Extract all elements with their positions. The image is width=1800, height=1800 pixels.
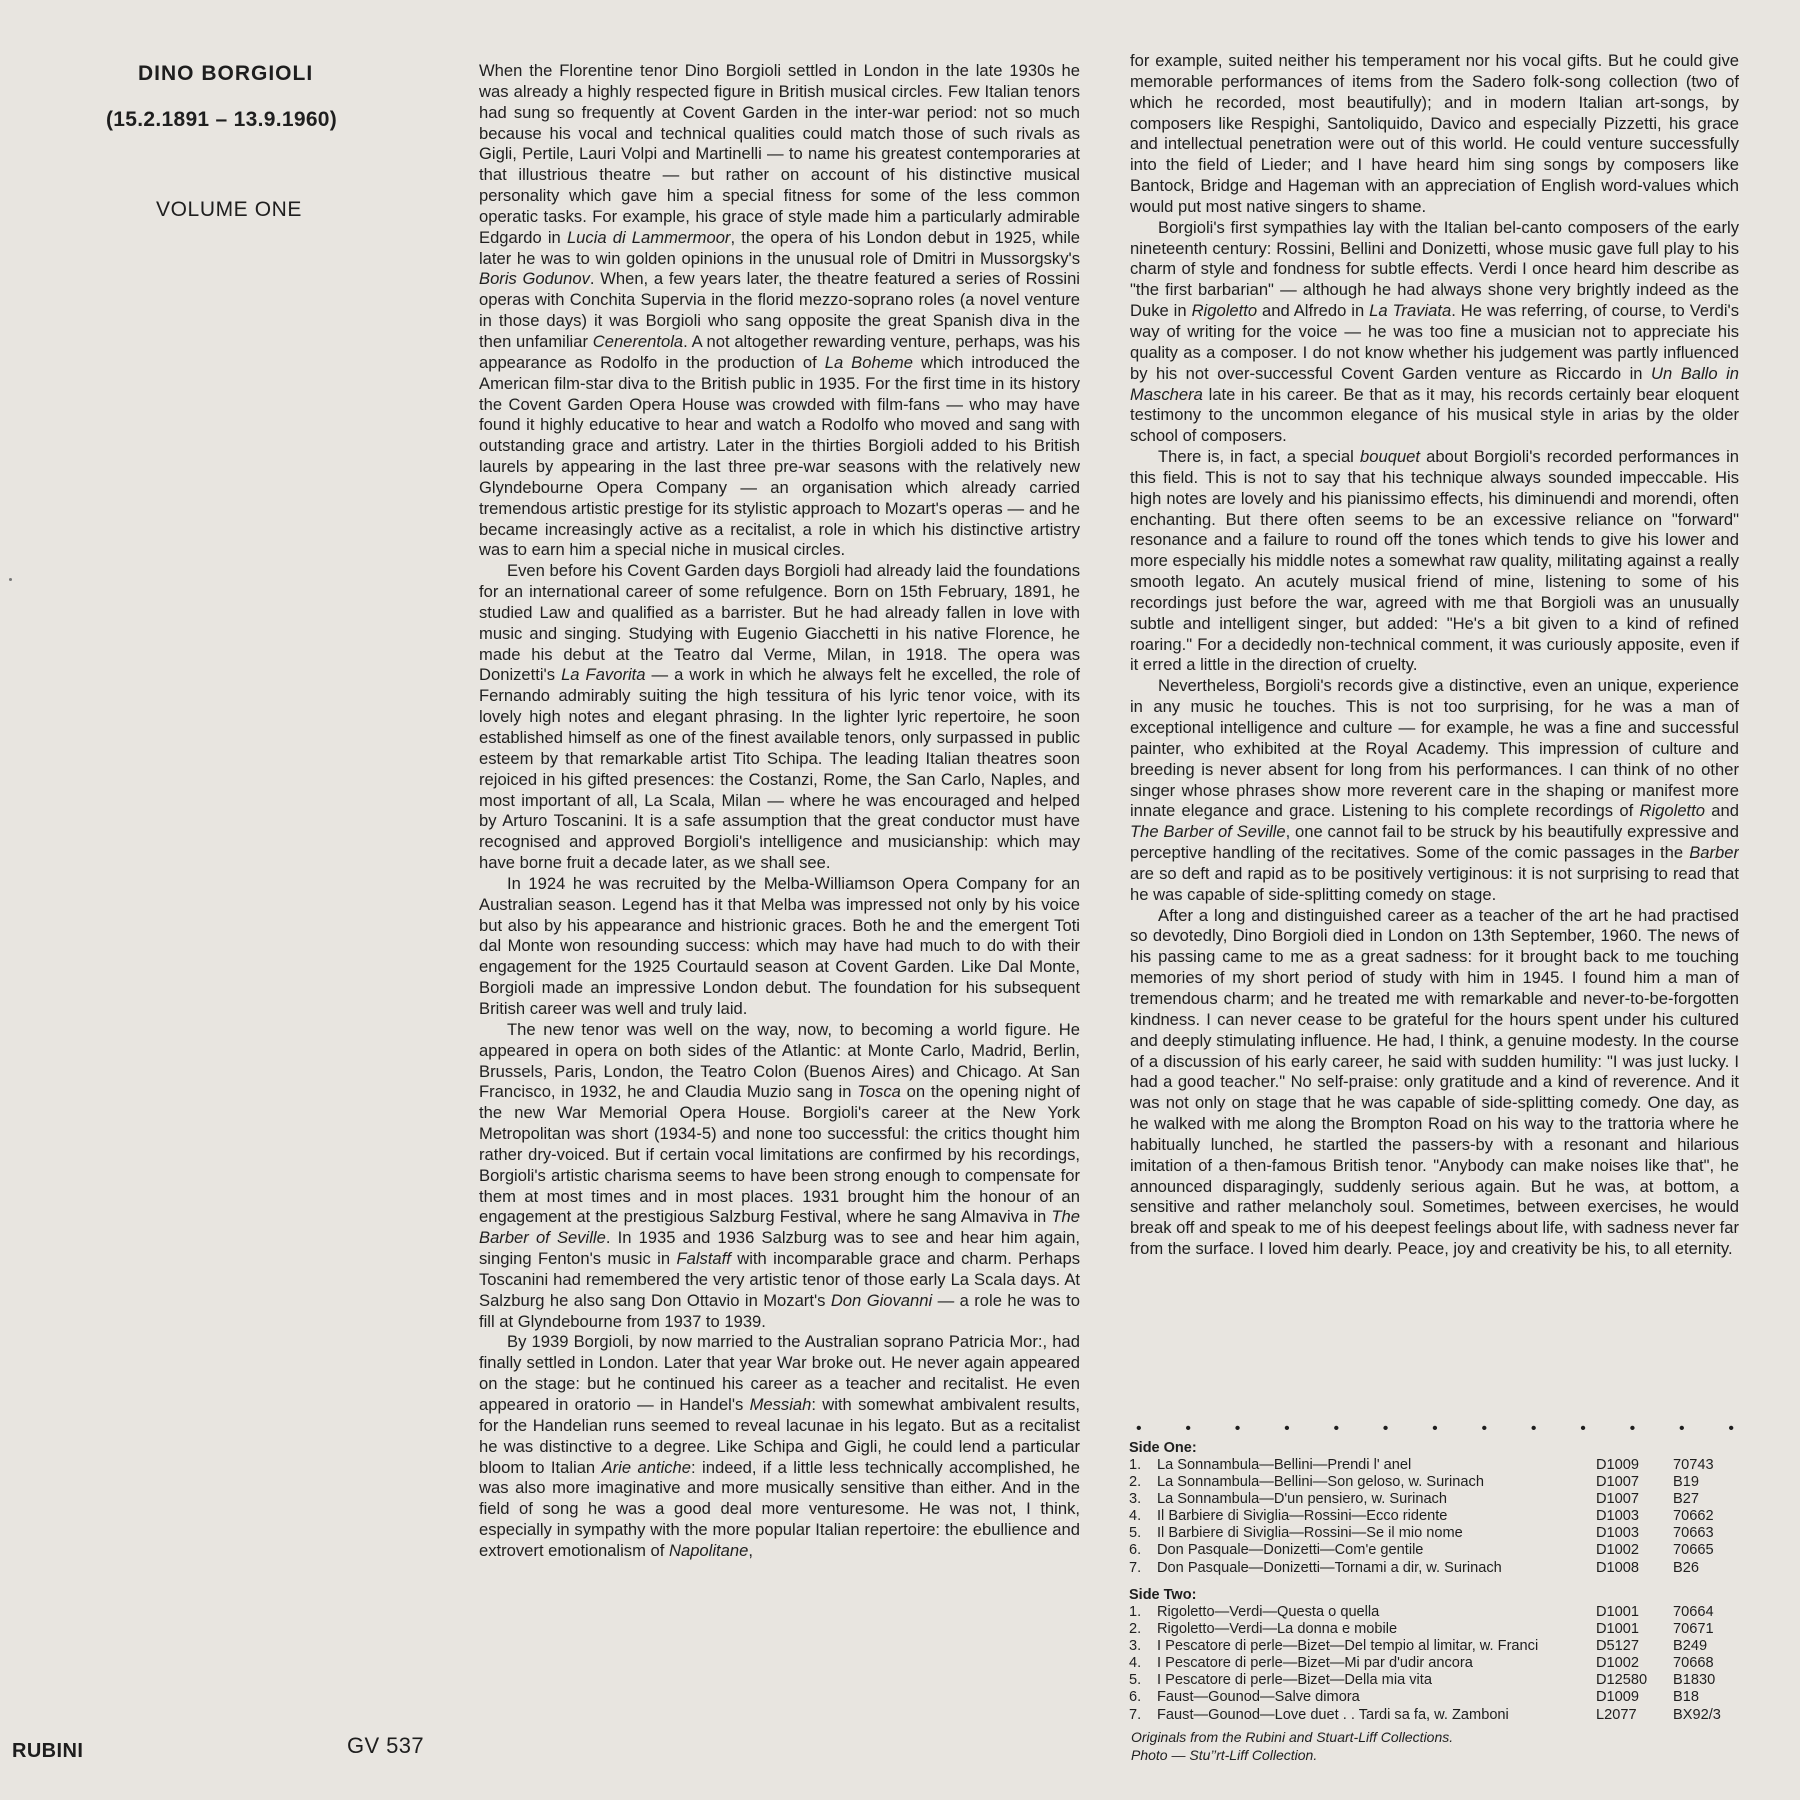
catalogue-number: 70671 (1673, 1621, 1714, 1638)
record-label: RUBINI (12, 1740, 84, 1762)
matrix-number: L2077 (1596, 1706, 1637, 1723)
track-title: La Sonnambula—D'un pensiero, w. Surinach (1157, 1491, 1447, 1508)
side-one-tracklist (1129, 1457, 1759, 1577)
track-row (1129, 1655, 1759, 1672)
liner-notes-column-2 (1130, 51, 1739, 1421)
paragraph: Nevertheless, Borgioli's records give a distinctive, even an unique, experience in any music he touches. This is not too surprising, for he was a man of exceptional intelligence and culture — for example, he was a fine and successful painter, who exhibited at the Royal Academy. This impression of culture and breeding is never absent for long from his performances. I can think of no other singer whose phrases show more reverent care in the shaping or manifest more innate elegance and grace. Listening to his complete recordings of Rigoletto and The Barber of Seville, one cannot fail to be struck by his beautifully expressive and perceptive handling of the recitatives. Some of the comic passages in the Barber are so deft and rapid as to be positively vertiginous: it is not surprising to read that he was capable of side-splitting comedy on stage. (1130, 676, 1739, 904)
separator-dot: • (1234, 1420, 1241, 1437)
matrix-number: D1002 (1596, 1542, 1640, 1559)
matrix-number: D1007 (1596, 1491, 1640, 1508)
separator-dot: • (1284, 1420, 1290, 1437)
matrix-number: D1001 (1596, 1604, 1640, 1620)
track-title: Rigoletto—Verdi—La donna e mobile (1157, 1621, 1398, 1638)
track-row (1129, 1525, 1759, 1542)
paragraph: When the Florentine tenor Dino Borgioli settled in London in the late 1930s he was already a highly respected figure in British musical circles. Few Italian tenors had sung so frequently at Covent Garden in the inter-war period: not so much because his vocal and technical qualities could match those of such rivals as Gigli, Pertile, Lauri Volpi and Martinelli — to name his greatest contemporaries at that illustrious theatre — but rather on account of his distinctive musical personality which gave him a special fitness for some of the less common operatic tasks. For example, his grace of style made him a particularly admirable Edgardo in Lucia di Lammermoor, the opera of his London debut in 1925, while later he was to win golden opinions in the unusual role of Dmitri in Mussorgsky's Boris Godunov. When, a few years later, the theatre featured a series of Rossini operas with Conchita Supervia in the florid mezzo-soprano roles (a novel venture in those days) it was Borgioli who sang opposite the great Spanish diva in the then unfamiliar Cenerentola. A not altogether rewarding venture, perhaps, was his appearance as Rodolfo in the production of La Boheme which introduced the American film-star diva to the British public in 1935. For the first time in its history the Covent Garden Opera House was crowded with film-fans — who may have found it highly educative to hear and watch a Rodolfo who moved and sang with outstanding grace and artistry. Later in the thirties Borgioli added to his British laurels by appearing in the last three pre-war seasons with the relatively new Glyndebourne Opera Company — an organisation which already carried tremendous artistic prestige for its stylistic approach to Mozart's operas — and he became increasingly active as a recitalist, a role in which his distinctive artistry was to earn him a special niche in musical circles. (479, 61, 1080, 560)
artist-name: DINO BORGIOLI (138, 62, 314, 85)
separator-dot: • (1530, 1420, 1537, 1437)
matrix-number: D1008 (1596, 1559, 1640, 1576)
track-number: 4. (1129, 1508, 1142, 1525)
track-title: Faust—Gounod—Love duet . . Tardi sa fa, w. Zamboni (1157, 1706, 1509, 1723)
track-row (1129, 1621, 1759, 1638)
paragraph: After a long and distinguished career as a teacher of the art he had practised so devotedly, Dino Borgioli died in London on 13th September, 1960. The news of his passing came to me as a great sadness: for it brought back to me touching memories of my short period of study with him in 1945. I found him a man of tremendous charm; and he treated me with remarkable and never-to-be-forgotten kindness. I can never cease to be grateful for the hours spent under his cultured and deeply stimulating influence. He had, I think, a genuine modesty. In the course of a discussion of his early career, he said with sudden humility: "I was just lucky. I had a good teacher." No self-praise: only gratitude and a kind of reverence. And it was not only on stage that he was capable of side-splitting comedy. One day, as he walked with me along the Brompton Road on his way to the trattoria where he habitually lunched, he startled the passers-by with a resonant and hilarious imitation of a then-famous British tenor. "Anybody can make noises like that", he announced disparagingly, suddenly serious again. But he was, at bottom, a sensitive and rather melancholy soul. Sometimes, between exercises, he would break off and speak to me of his deepest feelings about life, with sadness never far from the surface. I loved him dearly. Peace, joy and creativity be his, to all eternity. (1130, 905, 1739, 1259)
catalogue-number: B18 (1673, 1689, 1699, 1706)
catalogue-number: B249 (1673, 1638, 1708, 1655)
separator-dot: • (1481, 1420, 1488, 1437)
track-row (1129, 1542, 1759, 1559)
separator-dot: • (1382, 1420, 1389, 1437)
catalogue-number: B26 (1673, 1559, 1699, 1576)
track-title: Faust—Gounod—Salve dimora (1157, 1689, 1360, 1706)
paragraph: There is, in fact, a special bouquet about Borgioli's recorded performances in this field. This is not to say that his technique always sounded impeccable. His high notes are lovely and his pianissimo effects, his diminuendi and morendi, often enchanting. But there often seems to be an excessive reliance on "forward" resonance and a failure to round off the tones which tends to give his lower and more especially his middle notes a somewhat raw quality, militating against a really smooth legato. An acutely musical friend of mine, listening to some of his recordings just before the war, agreed with me that Borgioli was an unusually subtle and intelligent singer, but added: "He's a bit given to a kind of refined roaring." For a decidedly non-technical comment, it was curiously apposite, even if it erred a little in the direction of cruelty. (1130, 447, 1739, 675)
catalogue-number: B19 (1673, 1474, 1699, 1491)
track-number: 1. (1129, 1457, 1142, 1473)
track-title: I Pescatore di perle—Bizet—Della mia vita (1157, 1672, 1432, 1689)
track-title: I Pescatore di perle—Bizet—Del tempio al limitar, w. Franci (1157, 1638, 1539, 1655)
matrix-number: D1003 (1596, 1525, 1640, 1542)
matrix-number: D1002 (1596, 1655, 1640, 1672)
track-number: 2. (1129, 1621, 1142, 1638)
catalogue-number: 70662 (1673, 1508, 1714, 1525)
track-row (1129, 1638, 1759, 1655)
track-title: La Sonnambula—Bellini—Son geloso, w. Surinach (1157, 1474, 1484, 1491)
side-one-heading: Side One: (1129, 1440, 1197, 1456)
track-number: 3. (1129, 1638, 1142, 1655)
track-number: 4. (1129, 1655, 1142, 1672)
track-number: 7. (1129, 1559, 1142, 1576)
artist-dates: (15.2.1891 – 13.9.1960) (106, 108, 338, 131)
separator-dots (1136, 1420, 1734, 1438)
matrix-number: D12580 (1596, 1672, 1648, 1689)
catalogue-number: BX92/3 (1673, 1706, 1721, 1723)
paragraph: The new tenor was well on the way, now, to becoming a world figure. He appeared in opera on both sides of the Atlantic: at Monte Carlo, Madrid, Berlin, Brussels, Paris, London, the Teatro Colon (Buenos Aires) and Chicago. At San Francisco, in 1932, he and Claudia Muzio sang in Tosca on the opening night of the new War Memorial Opera House. Borgioli's career at the New York Metropolitan was short (1934-5) and none too successful: the critics thought him rather dry-voiced. But if certain vocal limitations are confirmed by his recordings, Borgioli's artistic charisma seems to have been strong enough to compensate for them at most times and in most places. 1931 brought him the honour of an engagement at the prestigious Salzburg Festival, where he sang Almaviva in The Barber of Seville. In 1935 and 1936 Salzburg was to see and hear him again, singing Fenton's music in Falstaff with incomparable grace and charm. Perhaps Toscanini had remembered the very artistic tenor of those early La Scala days. At Salzburg he also sang Don Ottavio in Mozart's Don Giovanni — a role he was to fill at Glyndebourne from 1937 to 1939. (479, 1019, 1080, 1331)
catalogue-number: 70743 (1673, 1457, 1714, 1473)
track-title: Il Barbiere di Siviglia—Rossini—Se il mio nome (1157, 1525, 1463, 1542)
track-number: 7. (1129, 1706, 1142, 1723)
track-number: 1. (1129, 1604, 1142, 1620)
track-title: Don Pasquale—Donizetti—Com'e gentile (1157, 1542, 1424, 1559)
catalogue-number: 70665 (1673, 1542, 1714, 1559)
track-number: 6. (1129, 1542, 1142, 1559)
paragraph: for example, suited neither his temperament nor his vocal gifts. But he could give memorable performances of items from the Sadero folk-song collection (two of which he recorded, most beautifully); and in modern Italian art-songs, by composers like Respighi, Santoliquido, Davico and especially Pizzetti, his grace and intellectual penetration were out of this world. He could venture successfully into the field of Lieder; and I have heard him sing songs by composers like Bantock, Bridge and Hageman with an appreciation of English word-values which would put most native singers to shame. (1130, 51, 1739, 216)
credits (1131, 1729, 1453, 1764)
matrix-number: D1009 (1596, 1689, 1640, 1706)
track-number: 6. (1129, 1689, 1142, 1706)
catalogue-number: 70664 (1673, 1604, 1714, 1620)
paragraph: Even before his Covent Garden days Borgioli had already laid the foundations for an international career of some refulgence. Born on 15th February, 1891, he studied Law and qualified as a barrister. But he had already fallen in love with music and singing. Studying with Eugenio Giacchetti in his native Florence, he made his debut at the Teatro dal Verme, Milan, in 1918. The opera was Donizetti's La Favorita — a work in which he always felt he excelled, the role of Fernando admirably suiting the high tessitura of his lyric tenor voice, with its lovely high notes and elegant phrasing. In the lighter lyric repertoire, he soon established himself as one of the finest available tenors, only surpassed in public esteem by that remarkable artist Tito Schipa. The leading Italian theatres soon rejoiced in his gifted presences: the Costanzi, Rome, the San Carlo, Naples, and most important of all, La Scala, Milan — where he was encouraged and helped by Arturo Toscanini. It is a safe assumption that the great conductor must have recognised and approved Borgioli's intelligence and musicianship: which may have borne fruit a decade later, as we shall see. (479, 561, 1080, 873)
track-row (1129, 1474, 1759, 1491)
credits-line-2: Photo — Stu’’rt-Liff Collection. (1131, 1746, 1318, 1763)
separator-dot: • (1333, 1420, 1340, 1437)
track-row (1129, 1672, 1759, 1689)
track-number: 3. (1129, 1491, 1142, 1508)
track-row (1129, 1457, 1759, 1474)
track-number: 2. (1129, 1474, 1142, 1491)
matrix-number: D1007 (1596, 1474, 1640, 1491)
track-title: Il Barbiere di Siviglia—Rossini—Ecco ridente (1157, 1508, 1448, 1525)
separator-dot: • (1629, 1420, 1636, 1437)
catalogue-number: 70668 (1673, 1655, 1714, 1672)
matrix-number: D1009 (1596, 1457, 1640, 1473)
track-title: Rigoletto—Verdi—Questa o quella (1157, 1604, 1380, 1620)
volume-label: VOLUME ONE (156, 198, 303, 221)
catalogue-number: 70663 (1673, 1525, 1714, 1542)
credits-line-1: Originals from the Rubini and Stuart-Liff Collections. (1131, 1729, 1454, 1745)
track-row (1129, 1508, 1759, 1525)
track-row (1129, 1689, 1759, 1706)
track-number: 5. (1129, 1525, 1142, 1542)
print-speck (9, 578, 12, 581)
paragraph: Borgioli's first sympathies lay with the Italian bel-canto composers of the early nineteenth century: Rossini, Bellini and Donizetti, whose music gave full play to his charm of style and fondness for subtle effects. Verdi I once heard him describe as "the first barbarian" — although he had always shone very brightly indeed as the Duke in Rigoletto and Alfredo in La Traviata. He was referring, of course, to Verdi's way of writing for the voice — he was too fine a musician not to appreciate his quality as a composer. I do not know whether his judgement was partly influenced by his not over-successful Covent Garden venture as Riccardo in Un Ballo in Maschera late in his career. Be that as it may, his records certainly bear eloquent testimony to the uncommon elegance of his musical style in arias by the older school of composers. (1130, 217, 1739, 446)
track-title: I Pescatore di perle—Bizet—Mi par d'udir ancora (1157, 1655, 1473, 1672)
catalogue-number: B1830 (1673, 1672, 1716, 1689)
catalogue-number: GV 537 (347, 1733, 425, 1758)
separator-dot: • (1185, 1420, 1191, 1437)
paragraph: By 1939 Borgioli, by now married to the Australian soprano Patricia Mor:, had finally settled in London. Later that year War broke out. He never again appeared on the stage: but he continued his career as a teacher and recitalist. He even appeared in oratorio — in Handel's Messiah: with somewhat ambivalent results, for the Handelian runs seemed to reveal lacunae in his legato. But as a recitalist he was distinctive to a degree. Like Schipa and Gigli, he could lend a particular bloom to Italian Arie antiche: indeed, if a little less technically accomplished, he was also more imaginative and more musically sensitive than either. And in the field of song he was a good deal more venturesome. He was not, I think, especially in sympathy with the more popular Italian repertoire: the ebullience and extrovert emotionalism of Napolitane, (479, 1332, 1080, 1560)
paragraph: In 1924 he was recruited by the Melba-Williamson Opera Company for an Australian season. Legend has it that Melba was impressed not only by his voice but also by his appearance and histrionic graces. Both he and the emergent Toti dal Monte won resounding success: which may have had much to do with their engagement for the 1925 Courtauld season at Covent Garden. Like Dal Monte, Borgioli made an impressive London debut. The foundation for his subsequent British career was well and truly laid. (479, 873, 1080, 1018)
separator-dot: • (1678, 1420, 1685, 1437)
matrix-number: D1003 (1596, 1508, 1640, 1525)
catalogue-number: B27 (1673, 1491, 1699, 1508)
side-two-heading: Side Two: (1129, 1587, 1197, 1603)
track-row (1129, 1604, 1759, 1621)
separator-dot: • (1432, 1420, 1438, 1437)
track-title: La Sonnambula—Bellini—Prendi l' anel (1157, 1457, 1412, 1473)
side-two-tracklist (1129, 1604, 1759, 1724)
matrix-number: D5127 (1596, 1638, 1640, 1655)
matrix-number: D1001 (1596, 1621, 1640, 1638)
separator-dot: • (1580, 1420, 1586, 1437)
track-row (1129, 1491, 1759, 1508)
track-title: Don Pasquale—Donizetti—Tornami a dir, w. Surinach (1157, 1559, 1502, 1576)
track-row (1129, 1707, 1759, 1724)
track-number: 5. (1129, 1672, 1142, 1689)
liner-notes-column-1 (479, 61, 1080, 1777)
separator-dot: • (1728, 1420, 1734, 1437)
track-row (1129, 1560, 1759, 1577)
separator-dot: • (1136, 1420, 1142, 1437)
